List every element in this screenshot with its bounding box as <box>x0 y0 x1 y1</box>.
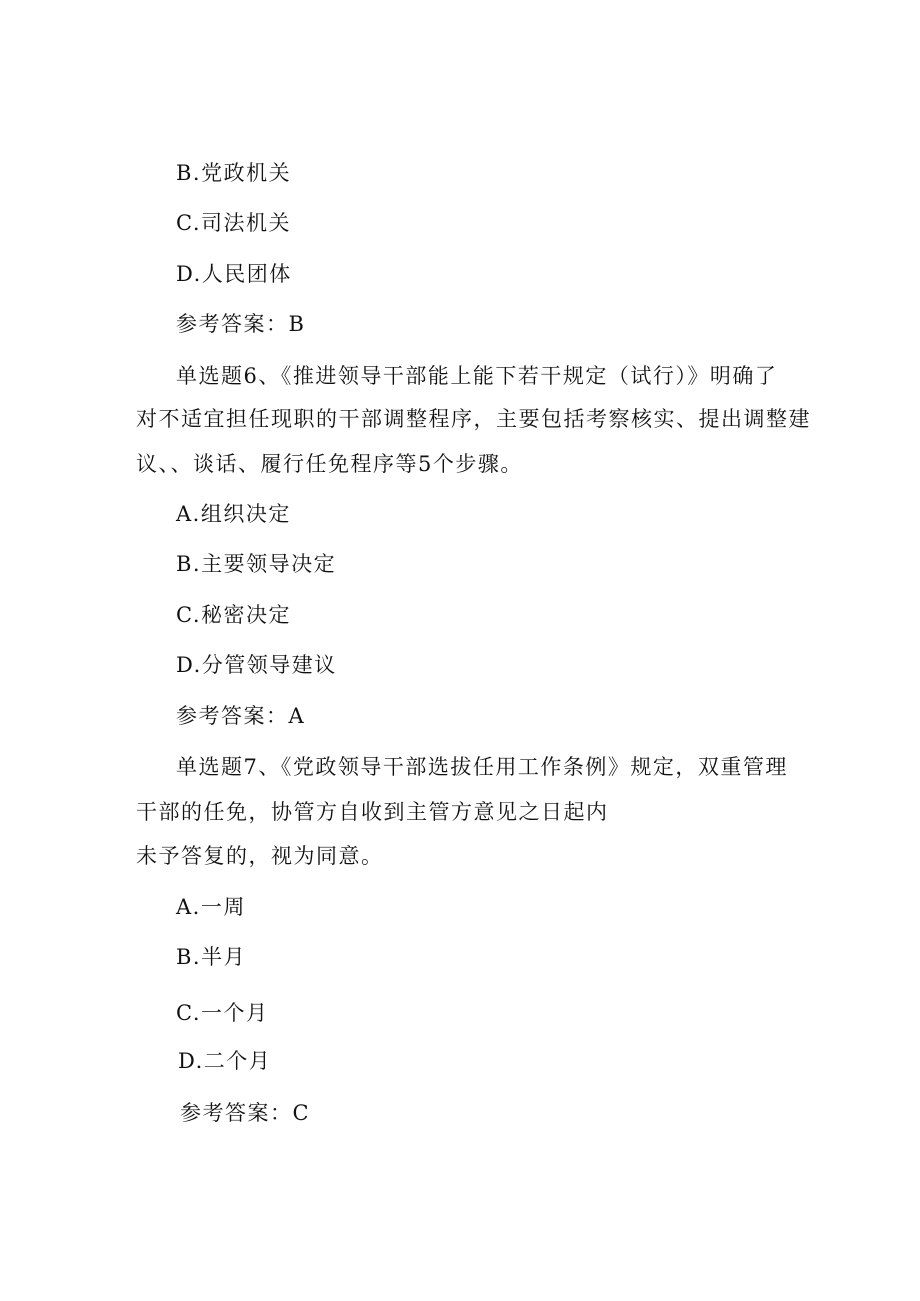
q6-stem-line-1: 单选题6、《推进领导干部能上能下若干规定（试行）》明确了 <box>176 364 778 388</box>
q7-answer: 参考答案：C <box>180 1101 311 1125</box>
q6-option-d: D.分管领导建议 <box>176 653 337 677</box>
q7-stem-line-3: 未予答复的，视为同意。 <box>136 844 384 868</box>
q6-option-c: C.秘密决定 <box>176 603 291 627</box>
q7-stem-line-2: 干部的任免，协管方自收到主管方意见之日起内 <box>136 800 609 824</box>
q7-stem-line-1: 单选题7、《党政领导干部选拔任用工作条例》规定，双重管理 <box>176 755 788 779</box>
q6-option-a: A.组织决定 <box>176 502 291 526</box>
q5-option-c: C.司法机关 <box>176 211 291 235</box>
q5-answer: 参考答案：B <box>176 312 306 336</box>
q7-option-d: D.二个月 <box>178 1049 272 1073</box>
q6-stem-line-2: 对不适宜担任现职的干部调整程序，主要包括考察核实、提出调整建 <box>136 407 811 431</box>
q7-option-a: A.一周 <box>176 895 246 919</box>
q7-option-b: B.半月 <box>176 945 247 969</box>
q6-stem-line-3: 议、、谈话、履行任免程序等5个步骤。 <box>136 452 523 476</box>
q5-option-d: D.人民团体 <box>176 262 292 286</box>
q5-option-b: B.党政机关 <box>176 161 292 185</box>
q6-option-b: B.主要领导决定 <box>176 552 337 576</box>
q6-answer: 参考答案：A <box>176 704 306 728</box>
q7-option-c: C.一个月 <box>176 1001 269 1025</box>
